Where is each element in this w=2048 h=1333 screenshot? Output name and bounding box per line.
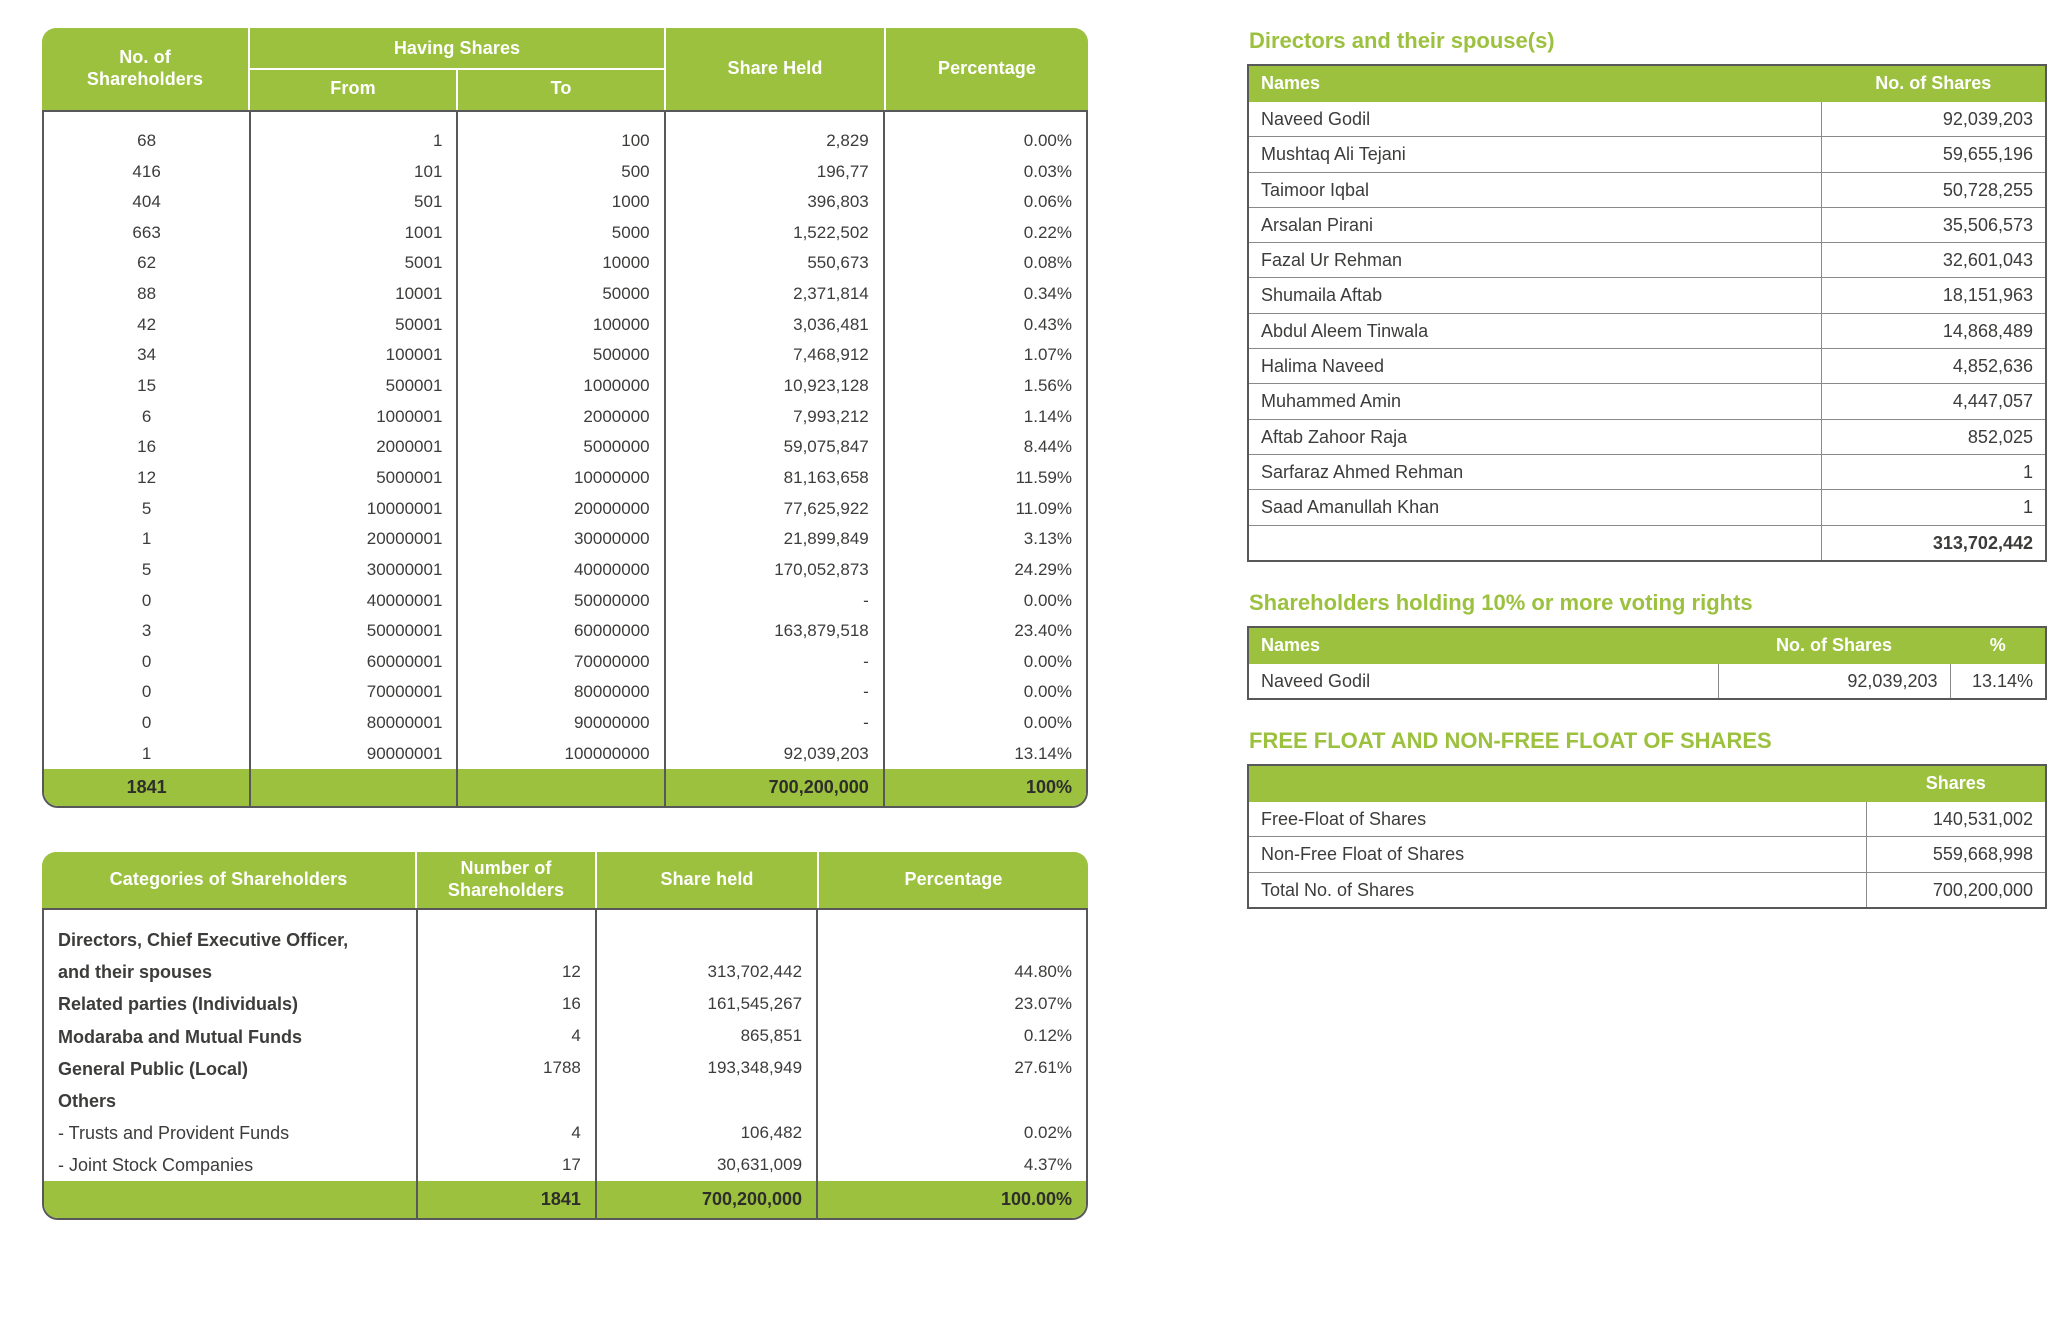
cell-director-shares: 14,868,489 [1821, 313, 2046, 348]
free-float-section-title: FREE FLOAT AND NON-FREE FLOAT OF SHARES [1249, 728, 1772, 754]
cell-share-held: - [666, 708, 885, 739]
cell-share-held: 59,075,847 [666, 432, 885, 463]
cell-category-label: Related parties (Individuals) [44, 988, 418, 1020]
cell-cat-share-held: 193,348,949 [597, 1053, 818, 1085]
cell-to: 100000 [458, 310, 665, 341]
cell-percentage: 24.29% [1014, 559, 1072, 579]
cell-percentage: 3.13% [1023, 529, 1072, 549]
cell-percentage: 0.43% [1023, 314, 1072, 334]
table-row [1248, 837, 2046, 872]
header-share-held: Share Held [666, 28, 886, 110]
cell-cat-share-held: 106,482 [597, 1117, 818, 1149]
table-spacer [44, 910, 1086, 924]
table-row [44, 371, 1086, 402]
cell-director-name: Saad Amanullah Khan [1248, 490, 1821, 525]
cell-voting-name: Naveed Godil [1248, 663, 1718, 699]
cell-percentage: 0.34% [1023, 284, 1072, 304]
cell-share-held: 2,829 [666, 126, 885, 157]
cell-from: 1001 [251, 218, 458, 249]
cell-percentage: 0.00% [1023, 682, 1072, 702]
table-row [44, 432, 1086, 463]
cell-from: 101 [251, 157, 458, 188]
cell-number-of-shareholders: 1788 [418, 1053, 597, 1085]
voting-rights-table [1247, 626, 2047, 700]
total-to [458, 769, 665, 806]
cell-to: 5000 [458, 218, 665, 249]
cell-director-shares: 1 [1821, 490, 2046, 525]
cell-no-of-shareholders: 16 [44, 432, 251, 463]
cell-percentage: 13.14% [1014, 743, 1072, 763]
table-row [1248, 663, 2046, 699]
table-row [44, 279, 1086, 310]
header-having-shares: Having Shares [250, 28, 664, 70]
cell-to: 500 [458, 157, 665, 188]
cell-share-held: 170,052,873 [666, 555, 885, 586]
table-row [44, 187, 1086, 218]
cell-from: 500001 [251, 371, 458, 402]
cell-free-float-label: Total No. of Shares [1248, 872, 1866, 908]
cell-share-held: 92,039,203 [666, 739, 885, 770]
categories-table-header [42, 852, 1088, 908]
cell-percentage: 0.00% [1023, 651, 1072, 671]
cell-cat-share-held [597, 1085, 818, 1117]
cell-director-shares: 1 [1821, 454, 2046, 489]
cell-from: 10000001 [251, 494, 458, 525]
cell-from: 70000001 [251, 677, 458, 708]
pattern-of-shareholding-table [42, 28, 1088, 808]
free-float-table [1247, 764, 2047, 909]
header-to: To [550, 77, 572, 98]
cell-no-of-shareholders: 1 [44, 524, 251, 555]
cell-number-of-shareholders [418, 1085, 597, 1117]
spacer-cell [885, 112, 1086, 126]
cell-director-name: Mushtaq Ali Tejani [1248, 137, 1821, 172]
cell-director-name: Arsalan Pirani [1248, 207, 1821, 242]
cell-share-held: 7,468,912 [666, 340, 885, 371]
total-director-name-blank [1248, 525, 1821, 561]
table-row [1248, 313, 2046, 348]
table-row [44, 708, 1086, 739]
cell-percentage: 0.00% [1023, 713, 1072, 733]
header-from: From [250, 70, 458, 110]
table-row [44, 586, 1086, 617]
directors-table [1247, 64, 2047, 562]
cell-to: 60000000 [458, 616, 665, 647]
pattern-table-header [42, 28, 1088, 110]
total-percentage: 100% [1025, 777, 1072, 798]
cell-director-shares: 852,025 [1821, 419, 2046, 454]
table-row [1248, 490, 2046, 525]
table-row [44, 1021, 1086, 1053]
cell-director-shares: 50,728,255 [1821, 172, 2046, 207]
cell-to: 10000 [458, 248, 665, 279]
header-number-line1: Number of [460, 858, 552, 879]
table-row [44, 647, 1086, 678]
header-having-shares-group [250, 28, 666, 110]
cell-number-of-shareholders: 4 [418, 1021, 597, 1053]
cell-share-held: 1,522,502 [666, 218, 885, 249]
spacer-cell [418, 910, 597, 924]
cell-from: 1 [251, 126, 458, 157]
cell-category-label: Others [44, 1085, 418, 1117]
cell-to: 70000000 [458, 647, 665, 678]
cell-share-held: 196,77 [666, 157, 885, 188]
cell-free-float-label: Non-Free Float of Shares [1248, 837, 1866, 872]
header-no-of-shareholders [42, 28, 250, 110]
cell-percentage: 0.00% [1023, 590, 1072, 610]
cell-percentage: 11.59% [1015, 467, 1072, 487]
header-number-line2: Shareholders [447, 880, 565, 901]
table-row [44, 157, 1086, 188]
table-row [44, 1085, 1086, 1117]
table-row [44, 677, 1086, 708]
header-free-float-blank [1248, 765, 1866, 802]
cell-category-label: - Joint Stock Companies [44, 1149, 418, 1181]
table-row [1248, 243, 2046, 278]
cell-share-held: 3,036,481 [666, 310, 885, 341]
cell-percentage: 0.06% [1023, 192, 1072, 212]
cell-to: 100000000 [458, 739, 665, 770]
total-from [251, 769, 458, 806]
cell-share-held: 2,371,814 [666, 279, 885, 310]
spacer-cell [251, 112, 458, 126]
cell-category-label: Modaraba and Mutual Funds [44, 1021, 418, 1053]
cell-cat-percentage [818, 924, 1086, 956]
cell-from: 5001 [251, 248, 458, 279]
cell-to: 50000000 [458, 586, 665, 617]
cell-no-of-shareholders: 12 [44, 463, 251, 494]
cell-percentage: 1.56% [1023, 376, 1072, 396]
cell-free-float-label: Free-Float of Shares [1248, 802, 1866, 837]
voting-header-row [1248, 627, 2046, 664]
cell-to: 40000000 [458, 555, 665, 586]
cell-director-name: Shumaila Aftab [1248, 278, 1821, 313]
directors-section-title: Directors and their spouse(s) [1249, 28, 1555, 53]
table-spacer [44, 112, 1086, 126]
cell-no-of-shareholders: 0 [44, 677, 251, 708]
cell-from: 100001 [251, 340, 458, 371]
cell-cat-percentage: 27.61% [1014, 1058, 1073, 1078]
cell-share-held: - [666, 647, 885, 678]
cell-category-label: and their spouses [44, 956, 418, 988]
cell-no-of-shareholders: 0 [44, 647, 251, 678]
table-row [44, 126, 1086, 157]
table-row [44, 340, 1086, 371]
cell-to: 80000000 [458, 677, 665, 708]
right-column [1247, 28, 2047, 909]
table-row [1248, 454, 2046, 489]
directors-header-row [1248, 65, 2046, 102]
cell-to: 1000 [458, 187, 665, 218]
table-row [1248, 802, 2046, 837]
cell-cat-share-held: 313,702,442 [597, 956, 818, 988]
header-director-names: Names [1248, 65, 1821, 102]
cell-free-float-shares: 700,200,000 [1866, 872, 2046, 908]
total-cat-percentage: 100.00% [1000, 1189, 1073, 1210]
table-row [44, 248, 1086, 279]
table-row [1248, 384, 2046, 419]
cell-to: 10000000 [458, 463, 665, 494]
cell-director-name: Sarfaraz Ahmed Rehman [1248, 454, 1821, 489]
table-row [44, 1149, 1086, 1181]
cell-director-shares: 92,039,203 [1821, 102, 2046, 137]
cell-to: 5000000 [458, 432, 665, 463]
cell-to: 90000000 [458, 708, 665, 739]
cell-from: 80000001 [251, 708, 458, 739]
cell-voting-percent: 13.14% [1950, 663, 2046, 699]
cell-no-of-shareholders: 3 [44, 616, 251, 647]
table-row [44, 988, 1086, 1020]
cell-no-of-shareholders: 404 [44, 187, 251, 218]
header-cat-percentage: Percentage [904, 869, 1003, 890]
categories-table-total-row [44, 1181, 1086, 1218]
cell-to: 500000 [458, 340, 665, 371]
spacer-cell [597, 910, 818, 924]
table-row [1248, 278, 2046, 313]
table-row [1248, 349, 2046, 384]
cell-from: 30000001 [251, 555, 458, 586]
table-row [44, 1117, 1086, 1149]
cell-director-name: Taimoor Iqbal [1248, 172, 1821, 207]
header-voting-names: Names [1248, 627, 1718, 664]
directors-total-row [1248, 525, 2046, 561]
cell-share-held: 163,879,518 [666, 616, 885, 647]
categories-table-body [42, 908, 1088, 1220]
table-row [1248, 102, 2046, 137]
cell-to: 30000000 [458, 524, 665, 555]
table-row [44, 956, 1086, 988]
cell-percentage: 0.03% [1023, 161, 1072, 181]
cell-director-shares: 4,447,057 [1821, 384, 2046, 419]
header-director-shares: No. of Shares [1821, 65, 2046, 102]
cell-from: 40000001 [251, 586, 458, 617]
cell-share-held: - [666, 586, 885, 617]
cell-no-of-shareholders: 6 [44, 402, 251, 433]
cell-no-of-shareholders: 15 [44, 371, 251, 402]
cell-number-of-shareholders [418, 924, 597, 956]
table-row [1248, 137, 2046, 172]
table-row [1248, 207, 2046, 242]
cell-cat-share-held: 30,631,009 [597, 1149, 818, 1181]
cell-number-of-shareholders: 16 [418, 988, 597, 1020]
cell-from: 5000001 [251, 463, 458, 494]
table-row [44, 1053, 1086, 1085]
cell-number-of-shareholders: 17 [418, 1149, 597, 1181]
categories-of-shareholders-table [42, 852, 1088, 1220]
cell-director-name: Halima Naveed [1248, 349, 1821, 384]
total-cat-share-held: 700,200,000 [597, 1181, 818, 1218]
cell-cat-percentage: 4.37% [1023, 1154, 1073, 1174]
cell-director-shares: 18,151,963 [1821, 278, 2046, 313]
cell-no-of-shareholders: 0 [44, 586, 251, 617]
cell-no-of-shareholders: 62 [44, 248, 251, 279]
cell-percentage: 11.09% [1015, 498, 1072, 518]
cell-share-held: 7,993,212 [666, 402, 885, 433]
pattern-table-body [42, 110, 1088, 808]
cell-from: 2000001 [251, 432, 458, 463]
table-row [1248, 172, 2046, 207]
cell-percentage: 1.07% [1023, 345, 1072, 365]
cell-director-name: Muhammed Amin [1248, 384, 1821, 419]
table-row [44, 463, 1086, 494]
cell-share-held: 550,673 [666, 248, 885, 279]
cell-no-of-shareholders: 88 [44, 279, 251, 310]
table-row [44, 494, 1086, 525]
left-column [42, 28, 1088, 1220]
cell-director-shares: 4,852,636 [1821, 349, 2046, 384]
cell-cat-percentage: 0.12% [1023, 1026, 1073, 1046]
cell-free-float-shares: 140,531,002 [1866, 802, 2046, 837]
cell-no-of-shareholders: 68 [44, 126, 251, 157]
cell-free-float-shares: 559,668,998 [1866, 837, 2046, 872]
cell-no-of-shareholders: 663 [44, 218, 251, 249]
cell-share-held: 21,899,849 [666, 524, 885, 555]
cell-number-of-shareholders: 12 [418, 956, 597, 988]
cell-category-label: - Trusts and Provident Funds [44, 1117, 418, 1149]
header-categories: Categories of Shareholders [42, 852, 417, 908]
cell-category-label: General Public (Local) [44, 1053, 418, 1085]
cell-number-of-shareholders: 4 [418, 1117, 597, 1149]
table-row [1248, 872, 2046, 908]
cell-category-label: Directors, Chief Executive Officer, [44, 924, 418, 956]
spacer-cell [818, 910, 1086, 924]
cell-to: 2000000 [458, 402, 665, 433]
cell-no-of-shareholders: 5 [44, 494, 251, 525]
header-percentage: Percentage [937, 57, 1037, 78]
cell-no-of-shareholders: 42 [44, 310, 251, 341]
table-row [44, 218, 1086, 249]
cell-percentage: 1.14% [1023, 406, 1072, 426]
cell-percentage: 0.08% [1023, 253, 1072, 273]
cell-share-held: 396,803 [666, 187, 885, 218]
table-row [44, 616, 1086, 647]
table-row [44, 310, 1086, 341]
cell-cat-percentage [818, 1085, 1086, 1117]
cell-no-of-shareholders: 416 [44, 157, 251, 188]
header-no-of-shareholders-line1: No. of [119, 47, 171, 67]
cell-from: 1000001 [251, 402, 458, 433]
cell-director-shares: 35,506,573 [1821, 207, 2046, 242]
cell-no-of-shareholders: 1 [44, 739, 251, 770]
cell-cat-share-held [597, 924, 818, 956]
cell-share-held: 77,625,922 [666, 494, 885, 525]
total-director-shares: 313,702,442 [1821, 525, 2046, 561]
cell-percentage: 0.22% [1023, 222, 1072, 242]
header-voting-shares: No. of Shares [1718, 627, 1950, 664]
cell-voting-shares: 92,039,203 [1718, 663, 1950, 699]
cell-to: 100 [458, 126, 665, 157]
spacer-cell [44, 112, 251, 126]
cell-to: 50000 [458, 279, 665, 310]
header-free-float-shares: Shares [1866, 765, 2046, 802]
cell-cat-percentage: 0.02% [1023, 1122, 1073, 1142]
table-row [44, 924, 1086, 956]
cell-percentage: 23.40% [1014, 621, 1072, 641]
cell-share-held: 81,163,658 [666, 463, 885, 494]
spacer-cell [458, 112, 665, 126]
cell-cat-share-held: 865,851 [597, 1021, 818, 1053]
cell-to: 1000000 [458, 371, 665, 402]
free-float-header-row [1248, 765, 2046, 802]
total-no-of-shareholders: 1841 [44, 769, 251, 806]
cell-cat-percentage: 23.07% [1014, 994, 1073, 1014]
cell-director-shares: 59,655,196 [1821, 137, 2046, 172]
cell-cat-percentage: 44.80% [1014, 962, 1073, 982]
cell-no-of-shareholders: 34 [44, 340, 251, 371]
cell-director-name: Naveed Godil [1248, 102, 1821, 137]
cell-director-name: Fazal Ur Rehman [1248, 243, 1821, 278]
table-row [44, 555, 1086, 586]
header-no-of-shareholders-line2: Shareholders [86, 68, 204, 89]
voting-rights-section-title: Shareholders holding 10% or more voting rights [1249, 589, 1753, 615]
cell-from: 60000001 [251, 647, 458, 678]
cell-from: 10001 [251, 279, 458, 310]
cell-from: 501 [251, 187, 458, 218]
cell-share-held: 10,923,128 [666, 371, 885, 402]
table-row [44, 402, 1086, 433]
cell-share-held: - [666, 677, 885, 708]
total-number-of-shareholders: 1841 [418, 1181, 597, 1218]
cell-cat-share-held: 161,545,267 [597, 988, 818, 1020]
total-share-held: 700,200,000 [666, 769, 885, 806]
cell-percentage: 8.44% [1023, 437, 1072, 457]
header-cat-share-held: Share held [597, 852, 819, 908]
cell-from: 50001 [251, 310, 458, 341]
cell-no-of-shareholders: 0 [44, 708, 251, 739]
spacer-cell [44, 910, 418, 924]
table-row [44, 524, 1086, 555]
cell-percentage: 0.00% [1023, 130, 1072, 150]
table-row [44, 739, 1086, 770]
total-cat-label [44, 1181, 418, 1218]
cell-to: 20000000 [458, 494, 665, 525]
header-voting-percent: % [1950, 627, 2046, 664]
cell-from: 90000001 [251, 739, 458, 770]
cell-director-name: Abdul Aleem Tinwala [1248, 313, 1821, 348]
header-number-of-shareholders [417, 852, 597, 908]
pattern-table-total-row [44, 769, 1086, 806]
cell-from: 50000001 [251, 616, 458, 647]
cell-no-of-shareholders: 5 [44, 555, 251, 586]
spacer-cell [666, 112, 885, 126]
table-row [1248, 419, 2046, 454]
cell-from: 20000001 [251, 524, 458, 555]
cell-director-name: Aftab Zahoor Raja [1248, 419, 1821, 454]
cell-director-shares: 32,601,043 [1821, 243, 2046, 278]
